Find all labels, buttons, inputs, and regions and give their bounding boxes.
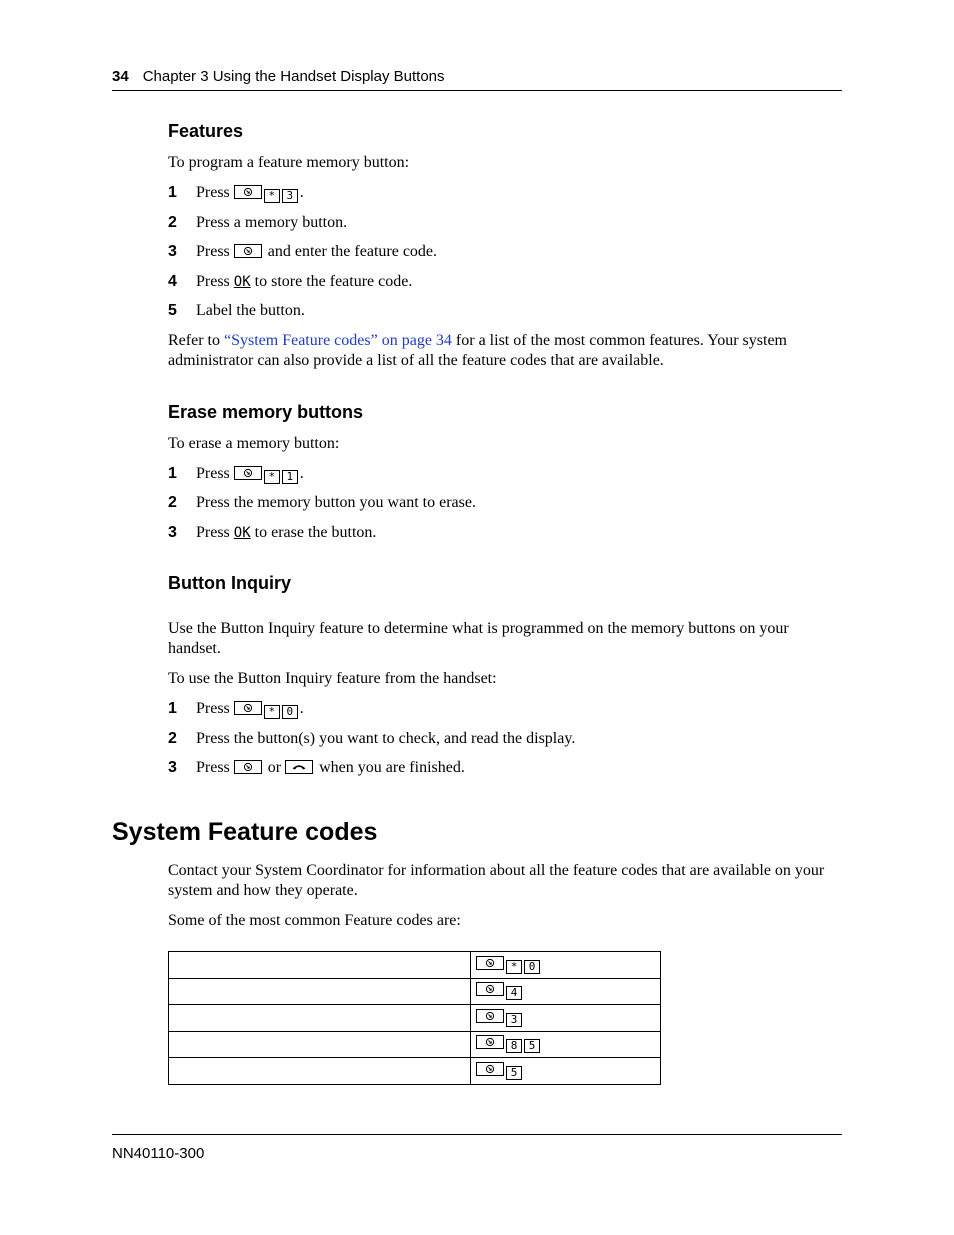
page-header <box>112 68 842 91</box>
step-pre: Press <box>196 243 234 260</box>
feature-code-cell <box>471 1005 661 1032</box>
document-number: NN40110-300 <box>112 1145 205 1162</box>
feature-code-cell <box>471 1031 661 1058</box>
digit-key: 5 <box>524 1039 540 1053</box>
feature-name-cell <box>169 1005 471 1032</box>
table-row <box>169 1005 661 1032</box>
feature-name-cell <box>169 1031 471 1058</box>
step-number: 1 <box>168 184 177 201</box>
step-text <box>196 523 376 543</box>
feature-key-icon <box>476 982 504 996</box>
step-number: 2 <box>168 214 177 231</box>
ok-softkey: OK <box>233 274 251 290</box>
digit-key: 0 <box>282 705 298 719</box>
inquiry-heading: Button Inquiry <box>168 573 291 593</box>
step-pre: Press <box>196 184 234 201</box>
refer-post: for a list of the most common features. Your system administrator can also provide a list of all the feature codes that are available. <box>168 332 787 369</box>
feature-name-cell <box>169 1058 471 1085</box>
erase-intro: To erase a memory button: <box>168 435 340 452</box>
star-key: * <box>506 960 522 974</box>
step-number: 3 <box>168 243 177 260</box>
step-number: 2 <box>168 730 177 747</box>
features-refer-paragraph <box>168 331 840 371</box>
feature-codes-table <box>168 951 661 1085</box>
step-number: 3 <box>168 524 177 541</box>
step-text <box>196 183 304 203</box>
table-row <box>169 1031 661 1058</box>
digit-key: 5 <box>506 1066 522 1080</box>
star-key: * <box>264 705 280 719</box>
feature-key-icon <box>234 701 262 715</box>
step-text <box>196 464 304 484</box>
digit-key: 1 <box>282 470 298 484</box>
step-post: to store the feature code. <box>250 273 413 290</box>
digit-key: 0 <box>524 960 540 974</box>
table-row <box>169 1058 661 1085</box>
inquiry-paragraph: Use the Button Inquiry feature to determine what is programmed on the memory buttons on your handset. <box>168 620 789 657</box>
feature-key-icon <box>234 244 262 258</box>
step-number: 1 <box>168 700 177 717</box>
digit-key: 4 <box>506 986 522 1000</box>
step-text: Label the button. <box>196 302 305 319</box>
features-intro: To program a feature memory button: <box>168 154 410 171</box>
step-mid: or <box>263 759 286 776</box>
step-post: to erase the button. <box>250 524 377 541</box>
digit-key: 3 <box>506 1013 522 1027</box>
feature-code-cell <box>471 978 661 1005</box>
feature-key-icon <box>476 1035 504 1049</box>
step-pre: Press <box>196 465 234 482</box>
digit-key: 3 <box>282 189 298 203</box>
step-text <box>196 699 304 719</box>
feature-name-cell <box>169 978 471 1005</box>
table-row <box>169 952 661 979</box>
feature-key-icon <box>476 1062 504 1076</box>
step-number: 3 <box>168 759 177 776</box>
step-text <box>196 272 412 292</box>
step-text: Press the memory button you want to erase. <box>196 494 476 511</box>
release-key-icon <box>285 760 313 774</box>
step-text <box>196 242 437 262</box>
system-intro: Some of the most common Feature codes are: <box>168 912 461 929</box>
chapter-title: Chapter 3 Using the Handset Display Buttons <box>142 68 445 85</box>
step-pre: Press <box>196 273 234 290</box>
step-pre: Press <box>196 759 234 776</box>
feature-name-cell <box>169 952 471 979</box>
system-feature-codes-link[interactable]: “System Feature codes” on page 34 <box>223 332 452 349</box>
step-post: . <box>299 184 304 201</box>
step-post: when you are finished. <box>315 759 465 776</box>
page-footer <box>112 1134 842 1162</box>
step-text: Press the button(s) you want to check, and read the display. <box>196 730 576 747</box>
star-key: * <box>264 189 280 203</box>
step-pre: Press <box>196 524 234 541</box>
feature-code-cell <box>471 952 661 979</box>
system-feature-codes-heading: System Feature codes <box>112 818 378 846</box>
refer-pre: Refer to <box>168 332 224 349</box>
step-pre: Press <box>196 700 234 717</box>
erase-heading: Erase memory buttons <box>168 402 364 422</box>
feature-code-cell <box>471 1058 661 1085</box>
step-number: 1 <box>168 465 177 482</box>
feature-key-icon <box>234 466 262 480</box>
step-post: and enter the feature code. <box>263 243 438 260</box>
ok-softkey: OK <box>233 525 251 541</box>
step-text: Press a memory button. <box>196 214 348 231</box>
star-key: * <box>264 470 280 484</box>
step-text <box>196 758 465 778</box>
feature-key-icon <box>234 185 262 199</box>
inquiry-intro: To use the Button Inquiry feature from the handset: <box>168 670 497 687</box>
step-number: 2 <box>168 494 177 511</box>
table-row <box>169 978 661 1005</box>
step-number: 4 <box>168 273 177 290</box>
digit-key: 8 <box>506 1039 522 1053</box>
step-number: 5 <box>168 302 177 319</box>
step-post: . <box>299 700 304 717</box>
system-paragraph: Contact your System Coordinator for information about all the feature codes that are available on your system and how they operate. <box>168 862 825 899</box>
feature-key-icon <box>476 956 504 970</box>
step-post: . <box>299 465 304 482</box>
features-heading: Features <box>168 121 244 141</box>
feature-key-icon <box>234 760 262 774</box>
page-number: 34 <box>112 68 129 85</box>
feature-key-icon <box>476 1009 504 1023</box>
